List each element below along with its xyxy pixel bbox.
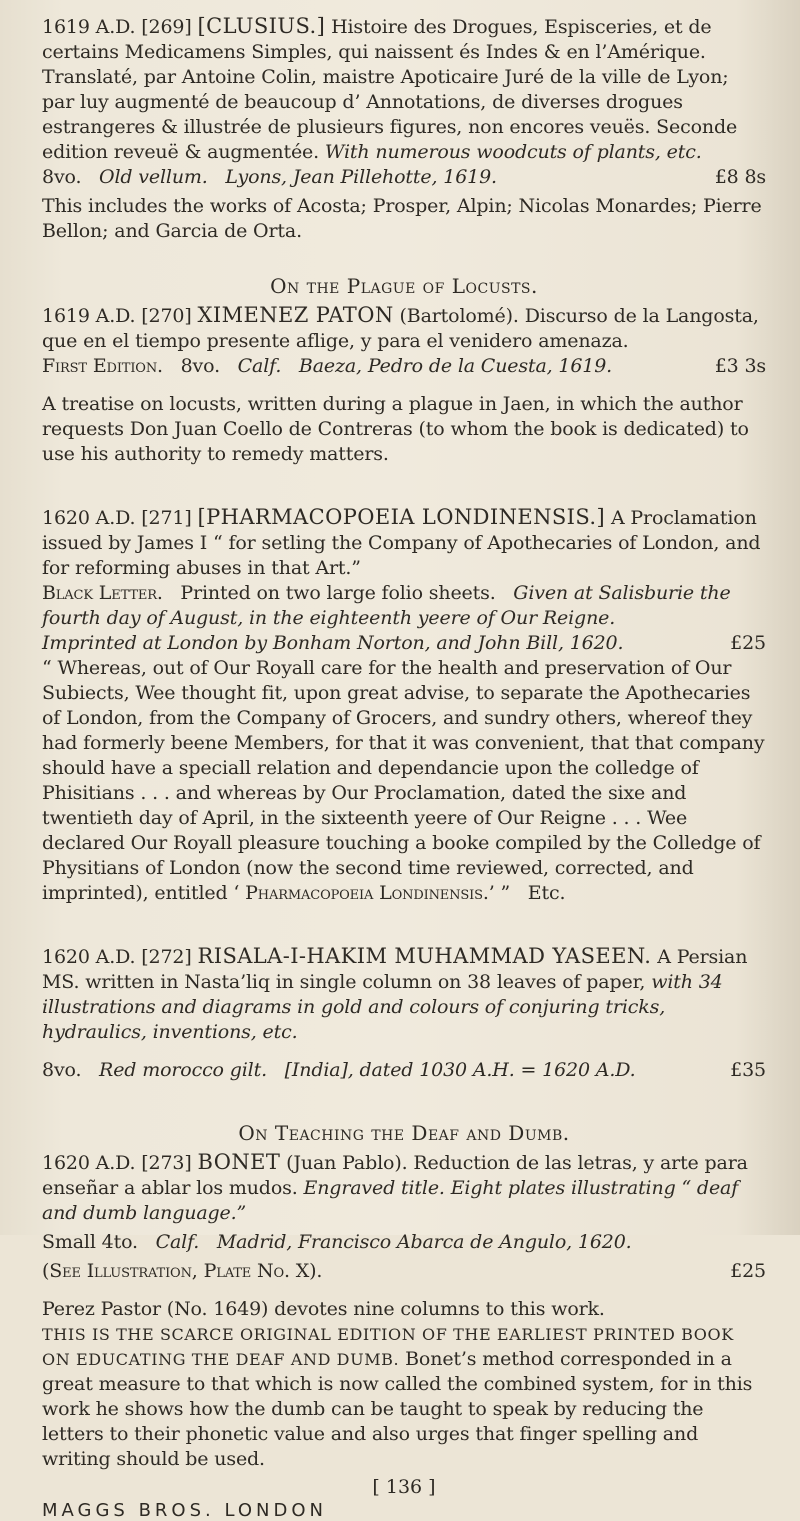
entry-imprint: [India], dated 1030 A.H. = 1620 A.D.: [284, 1059, 636, 1081]
entry-imprint: Madrid, Francisco Abarca de Angulo, 1620.: [216, 1231, 632, 1253]
entry-format: 8vo.: [42, 1059, 82, 1081]
entry-author: RISALA-I-HAKIM MUHAMMAD YASEEN.: [197, 944, 652, 968]
entry-binding: Calf.: [155, 1231, 200, 1253]
entry-year: 1619 A.D.: [42, 16, 136, 38]
entry-title: A Proclamation issued by James I “ for setling the Company of Apothecaries of London, and for reforming abuses in that Art.”: [42, 507, 761, 579]
entry-author: XIMENEZ PATON: [197, 303, 394, 327]
entry-year: 1620 A.D.: [42, 1152, 136, 1174]
entry-quote-end: Etc.: [527, 882, 566, 904]
entry-title: Histoire des Drogues, Espisceries, et de certains Medicamens Simples, qui naissent és Indes & en l’Amérique. Translaté, par Antoine Colin, maistre Apoticaire Juré de la ville de Lyon; par luy augmenté de beaucoup d’ Annotations, de diverses drogues estrangeres & illustrée de plusieurs figures, non encores veuës. Seconde edition reveuë & augmentée.: [42, 16, 738, 163]
entry-price: £8 8s: [714, 166, 766, 188]
lot-number: [272]: [141, 946, 192, 968]
entry-format: Small 4to.: [42, 1231, 138, 1253]
catalogue-entry-272: [42, 944, 766, 1083]
page-folio: [ 136 ]: [372, 1476, 436, 1498]
entry-year: 1620 A.D.: [42, 946, 136, 968]
entry-note-caps: THIS IS THE SCARCE ORIGINAL EDITION OF THE EARLIEST PRINTED BOOK ON EDUCATING THE DEAF AND DUMB.: [42, 1325, 734, 1369]
publisher-imprint: MAGGS BROS. LONDON: [42, 1500, 327, 1521]
entry-title: Reduction de las letras, y arte para enseñar a ablar los mudos.: [42, 1152, 748, 1199]
entry-price: £25: [730, 632, 766, 654]
entry-price: £35: [730, 1059, 766, 1081]
entry-year: 1620 A.D.: [42, 507, 136, 529]
entry-note: This includes the works of Acosta; Prosper, Alpin; Nicolas Monardes; Pierre Bellon; and Garcia de Orta.: [42, 195, 762, 242]
entry-edition: First Edition.: [42, 355, 163, 377]
catalogue-entry-270: [42, 303, 766, 467]
entry-description-italic: Given at Salisburie the fourth day of August, in the eighteenth yeere of Our Reigne.: [42, 582, 731, 629]
entry-price: £3 3s: [714, 355, 766, 377]
entry-binding: Old vellum.: [99, 166, 208, 188]
entry-description: with 34 illustrations and diagrams in gold and colours of conjuring tricks, hydraulics, inventions, etc.: [42, 971, 723, 1043]
entry-imprint: Baeza, Pedro de la Cuesta, 1619.: [298, 355, 613, 377]
catalogue-entry-271: [42, 505, 766, 906]
entry-binding: Calf.: [237, 355, 282, 377]
entry-author-extra: (Juan Pablo).: [286, 1152, 408, 1174]
entry-author: [PHARMACOPOEIA LONDINENSIS.]: [197, 505, 606, 529]
section-heading-locusts: On the Plague of Locusts.: [270, 274, 538, 298]
entry-title: A Persian MS. written in Nasta’liq in single column on 38 leaves of paper,: [42, 946, 748, 993]
entry-binding: Red morocco gilt.: [99, 1059, 267, 1081]
entry-imprint: Imprinted at London by Bonham Norton, and John Bill, 1620.: [42, 632, 624, 654]
catalogue-entry-273: [42, 1150, 766, 1472]
entry-author: [CLUSIUS.]: [197, 14, 326, 38]
entry-imprint: Lyons, Jean Pillehotte, 1619.: [225, 166, 497, 188]
entry-note: A treatise on locusts, written during a plague in Jaen, in which the author requests Don Juan Coello de Contreras (to whom the book is dedicated) to use his authority to remedy matters.: [42, 393, 749, 465]
entry-year: 1619 A.D.: [42, 305, 136, 327]
entry-see-plate: (See Illustration, Plate No. X).: [42, 1260, 323, 1282]
entry-quote: “ Whereas, out of Our Royall care for the health and preservation of Our Subiects, Wee thought fit, upon great advise, to separate the Apothecaries of London, from the Company of Grocers, and sundry others, whereof they had formerly beene Members, for that it was convenient, that that company should have a speciall relation and dependancie upon the colledge of Phisitians . . . and whereas by Our Proclamation, dated the sixe and twentieth day of April, in the sixteenth yeere of Our Reigne . . . Wee declared Our Royall pleasure touching a booke compiled by the Colledge of Physitians of London (now the second time reviewed, corrected, and imprinted), entitled: [42, 657, 765, 904]
entry-note: Perez Pastor (No. 1649) devotes nine columns to this work.: [42, 1298, 605, 1320]
section-heading-deaf-dumb: On Teaching the Deaf and Dumb.: [238, 1121, 570, 1145]
entry-note-continued: Bonet’s method corresponded in a great measure to that which is now called the combined system, for in this work he shows how the dumb can be taught to speak by reducing the letters to their phonetic value and also urges that finger spelling and writing should be used.: [42, 1348, 753, 1470]
entry-format: 8vo.: [180, 355, 220, 377]
entry-author-extra: (Bartolomé).: [399, 305, 519, 327]
lot-number: [273]: [141, 1152, 192, 1174]
entry-description: With numerous woodcuts of plants, etc.: [324, 141, 702, 163]
lot-number: [269]: [141, 16, 192, 38]
entry-description: Printed on two large folio sheets.: [180, 582, 496, 604]
entry-format: 8vo.: [42, 166, 82, 188]
entry-author: BONET: [197, 1150, 281, 1174]
catalogue-entry-269: [42, 14, 766, 244]
lot-number: [271]: [141, 507, 192, 529]
lot-number: [270]: [141, 305, 192, 327]
entry-title: Discurso de la Langosta, que en el tiempo presente aflige, y para el venidero amenaza.: [42, 305, 759, 352]
entry-edition: Black Letter.: [42, 582, 163, 604]
entry-description: Engraved title. Eight plates illustrating “ deaf and dumb language.”: [42, 1177, 739, 1224]
entry-quote-title: ‘ Pharmacopoeia Londinensis.’ ”: [233, 882, 511, 904]
entry-price: £25: [730, 1260, 766, 1282]
